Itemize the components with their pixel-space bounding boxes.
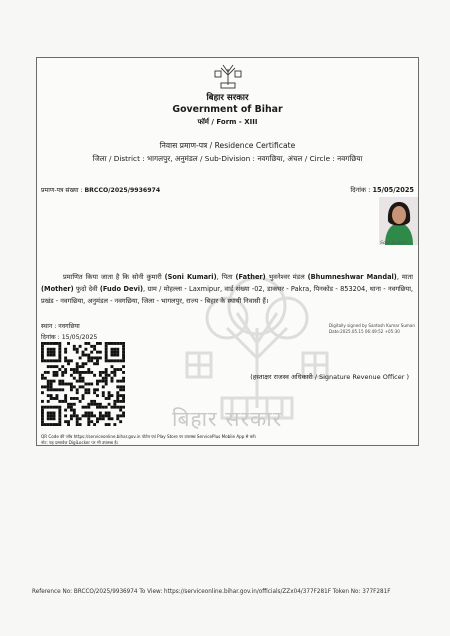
watermark-text: बिहार सरकार: [172, 407, 283, 431]
photo-signature: Soni kumari: [380, 241, 408, 246]
digital-signature-name: Digitally signed by Santosh Kumar Suman: [329, 323, 416, 328]
digital-signature: [329, 323, 415, 335]
body-father-name: (Bhumneshwar Mandal): [307, 273, 397, 281]
bihar-emblem-icon: [213, 61, 243, 89]
body-text-3: भुवनेश्वर मंडल: [265, 273, 308, 281]
reference-footer: Reference No: BRCCO/2025/9936974 To View: https://serviceonline.bihar.gov.in/officials/ZZx04/377F281F Token No: 377F281F: [32, 589, 391, 595]
certificate-date-label: दिनांक :: [350, 186, 373, 194]
body-mother-label: (Mother): [41, 285, 74, 293]
applicant-photo: [379, 197, 419, 245]
body-text-5: फुदो देवी: [73, 285, 100, 293]
body-mother-name: (Fudo Devi): [99, 285, 144, 293]
body-name-english: (Soni Kumari): [164, 273, 217, 281]
certificate-name: निवास प्रमाण-पत्र / Residence Certificate: [159, 141, 296, 150]
body-address: , ग्राम / मोहल्ला - Laxmipur, वार्ड संख्या -02, डाकघर - Pakra, पिनकोड - 853204, थाना - नवगछिया, प्रखंड - नवगछिया, अनुमंडल - नवगछिया, जिला - भागलपुर, राज्य - बिहार के स्थायी निवासी हैं।: [41, 285, 413, 305]
digital-signature-date: Date:2025.05.15 06:49:52 +05:30: [329, 329, 400, 334]
body-text-2: , पिता: [216, 273, 236, 281]
certificate-date: [350, 185, 414, 194]
certificate-frame: [36, 57, 419, 446]
issue-place: स्थान : नवगछिया: [41, 323, 80, 330]
certificate-number-value: BRCCO/2025/9936974: [84, 187, 161, 194]
qr-note: [41, 434, 411, 445]
qr-code: [41, 342, 125, 426]
body-father-label: (Father): [235, 273, 266, 281]
certificate-number: [41, 185, 160, 194]
form-number: फॉर्म / Form - XIII: [197, 118, 258, 126]
certificate-number-label: प्रमाण-पत्र संख्या :: [41, 187, 85, 194]
body-text-4: , माता: [396, 273, 413, 281]
body-text-1: प्रमाणित किया जाता है कि सोनी कुमारी: [63, 273, 165, 281]
qr-note-line-1: QR Code की जाँच https://serviceonline.bihar.gov.in पोर्टल एवं Play Store पर उपलब्ध ServicePlus Mobile App से करें।: [41, 434, 257, 439]
title-hindi: बिहार सरकार: [206, 93, 249, 103]
certificate-date-value: 15/05/2025: [372, 186, 414, 194]
issue-date: दिनांक : 15/05/2025: [41, 334, 98, 341]
qr-note-line-2: नोट: यह दस्तावेज़ DigiLocker पर भी उपलब्ध है।: [41, 439, 119, 445]
title-english: Government of Bihar: [172, 104, 283, 115]
location-line: जिला / District : भागलपुर, अनुमंडल / Sub-Division : नवगछिया, अंचल / Circle : नवगछिया: [92, 154, 363, 163]
officer-signature-label: (हस्ताक्षर राजस्व अधिकारी / Signature Revenue Officer ): [250, 373, 409, 381]
certificate-body: [41, 271, 413, 307]
